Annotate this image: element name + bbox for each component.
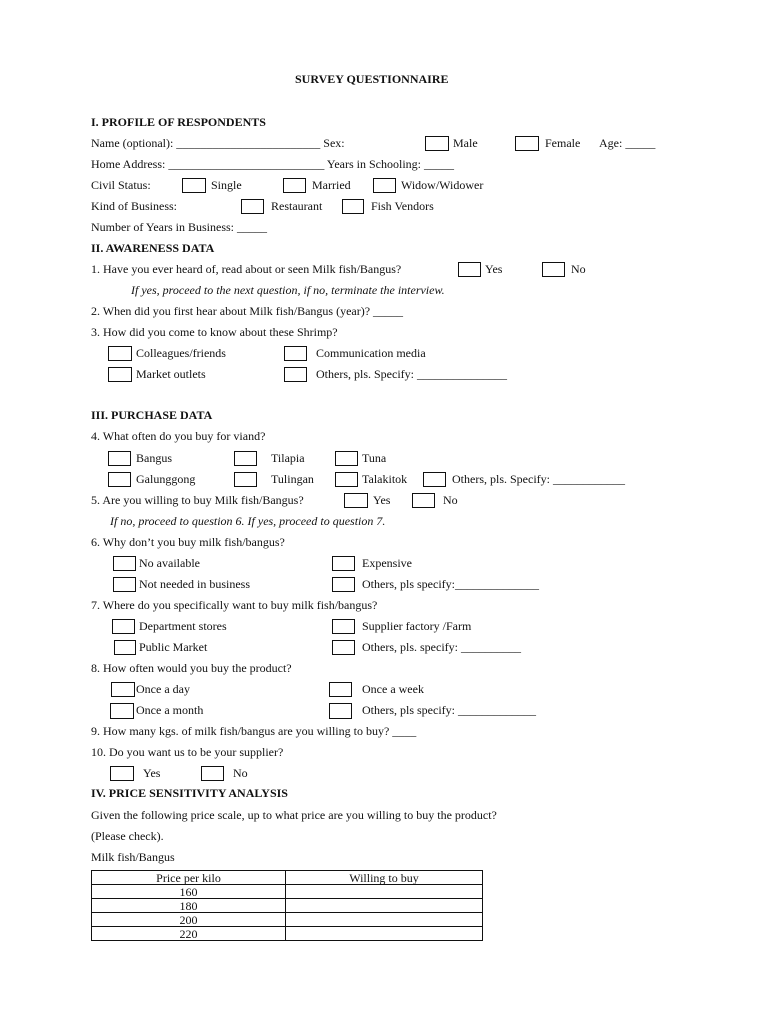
label-q8-month: Once a month bbox=[136, 703, 204, 717]
note-q5: If no, proceed to question 6. If yes, proceed to question 7. bbox=[110, 514, 386, 528]
checkbox-q1-no[interactable] bbox=[542, 262, 565, 277]
checkbox-female[interactable] bbox=[515, 136, 539, 151]
checkbox-q3-market[interactable] bbox=[108, 367, 132, 382]
checkbox-q8-others[interactable] bbox=[329, 703, 352, 719]
price-cell: 160 bbox=[92, 885, 286, 899]
question-3: 3. How did you come to know about these Shrimp? bbox=[91, 325, 338, 339]
checkbox-q4-tilapia[interactable] bbox=[234, 451, 257, 466]
price-table bbox=[91, 870, 483, 941]
section-heading-profile: I. PROFILE OF RESPONDENTS bbox=[91, 115, 266, 129]
home-address-label: Home Address: __________________________ Years in Schooling: _____ bbox=[91, 157, 454, 171]
question-10: 10. Do you want us to be your supplier? bbox=[91, 745, 284, 759]
table-row bbox=[92, 885, 483, 899]
question-9: 9. How many kgs. of milk fish/bangus are you willing to buy? ____ bbox=[91, 724, 417, 738]
question-2: 2. When did you first hear about Milk fish/Bangus (year)? _____ bbox=[91, 304, 404, 318]
checkbox-q4-others[interactable] bbox=[423, 472, 446, 487]
label-q4-talakitok: Talakitok bbox=[362, 472, 408, 486]
label-q10-yes: Yes bbox=[143, 766, 161, 780]
label-q4-tuna: Tuna bbox=[362, 451, 387, 465]
checkbox-q7-supplier[interactable] bbox=[332, 619, 355, 634]
column-header-willing: Willing to buy bbox=[286, 871, 483, 885]
years-in-business-label: Number of Years in Business: _____ bbox=[91, 220, 267, 234]
table-row bbox=[92, 927, 483, 941]
checkbox-q5-yes[interactable] bbox=[344, 493, 368, 508]
age-field: Age: _____ bbox=[599, 136, 656, 150]
label-q4-galunggong: Galunggong bbox=[136, 472, 196, 486]
checkbox-q4-tulingan[interactable] bbox=[234, 472, 257, 487]
checkbox-fish-vendors[interactable] bbox=[342, 199, 364, 214]
label-restaurant: Restaurant bbox=[271, 199, 323, 213]
label-single: Single bbox=[211, 178, 242, 192]
question-1: 1. Have you ever heard of, read about or seen Milk fish/Bangus? bbox=[91, 262, 402, 276]
label-q6-not-available: No available bbox=[139, 556, 200, 570]
checkbox-q3-others[interactable] bbox=[284, 367, 307, 382]
checkbox-q8-month[interactable] bbox=[110, 703, 134, 719]
checkbox-q3-media[interactable] bbox=[284, 346, 307, 361]
checkbox-q7-department[interactable] bbox=[112, 619, 135, 634]
label-fish-vendors: Fish Vendors bbox=[371, 199, 434, 213]
checkbox-q10-no[interactable] bbox=[201, 766, 224, 781]
label-male: Male bbox=[453, 136, 478, 150]
label-q3-others: Others, pls. Specify: _______________ bbox=[316, 367, 507, 381]
checkbox-q6-expensive[interactable] bbox=[332, 556, 355, 571]
table-header-row bbox=[92, 871, 483, 885]
table-row bbox=[92, 913, 483, 927]
column-header-price: Price per kilo bbox=[92, 871, 286, 885]
price-please-check: (Please check). bbox=[91, 829, 164, 843]
checkbox-q4-galunggong[interactable] bbox=[108, 472, 131, 487]
label-widow: Widow/Widower bbox=[401, 178, 484, 192]
willing-cell[interactable] bbox=[286, 899, 483, 913]
willing-cell[interactable] bbox=[286, 913, 483, 927]
label-q1-no: No bbox=[571, 262, 586, 276]
willing-cell[interactable] bbox=[286, 927, 483, 941]
price-product-name: Milk fish/Bangus bbox=[91, 850, 175, 864]
label-q5-no: No bbox=[443, 493, 458, 507]
willing-cell[interactable] bbox=[286, 885, 483, 899]
label-q8-day: Once a day bbox=[136, 682, 190, 696]
label-q6-expensive: Expensive bbox=[362, 556, 412, 570]
checkbox-q10-yes[interactable] bbox=[110, 766, 134, 781]
checkbox-q3-colleagues[interactable] bbox=[108, 346, 132, 361]
section-heading-purchase: III. PURCHASE DATA bbox=[91, 408, 213, 422]
label-q4-others: Others, pls. Specify: ____________ bbox=[452, 472, 625, 486]
checkbox-q7-public-market[interactable] bbox=[114, 640, 136, 655]
price-cell: 180 bbox=[92, 899, 286, 913]
checkbox-q4-bangus[interactable] bbox=[108, 451, 131, 466]
name-sex-label: Name (optional): ________________________ Sex: bbox=[91, 136, 345, 150]
section-heading-awareness: II. AWARENESS DATA bbox=[91, 241, 215, 255]
question-8: 8. How often would you buy the product? bbox=[91, 661, 292, 675]
page-title: SURVEY QUESTIONNAIRE bbox=[295, 72, 449, 86]
kind-of-business-label: Kind of Business: bbox=[91, 199, 178, 213]
checkbox-q4-talakitok[interactable] bbox=[335, 472, 358, 487]
label-q7-public-market: Public Market bbox=[139, 640, 208, 654]
checkbox-male[interactable] bbox=[425, 136, 449, 151]
label-female: Female bbox=[545, 136, 581, 150]
label-q10-no: No bbox=[233, 766, 248, 780]
label-q4-tulingan: Tulingan bbox=[271, 472, 314, 486]
checkbox-q1-yes[interactable] bbox=[458, 262, 481, 277]
label-q3-colleagues: Colleagues/friends bbox=[136, 346, 226, 360]
label-q8-others: Others, pls specify: _____________ bbox=[362, 703, 536, 717]
question-6: 6. Why don’t you buy milk fish/bangus? bbox=[91, 535, 285, 549]
question-5: 5. Are you willing to buy Milk fish/Bangus? bbox=[91, 493, 304, 507]
label-q3-market: Market outlets bbox=[136, 367, 206, 381]
label-married: Married bbox=[312, 178, 351, 192]
checkbox-q6-not-available[interactable] bbox=[113, 556, 136, 571]
label-q4-bangus: Bangus bbox=[136, 451, 172, 465]
label-q5-yes: Yes bbox=[373, 493, 391, 507]
checkbox-q6-others[interactable] bbox=[332, 577, 355, 592]
checkbox-q7-others[interactable] bbox=[332, 640, 355, 655]
checkbox-single[interactable] bbox=[182, 178, 206, 193]
checkbox-q4-tuna[interactable] bbox=[335, 451, 358, 466]
label-q3-media: Communication media bbox=[316, 346, 426, 360]
checkbox-q6-not-needed[interactable] bbox=[113, 577, 136, 592]
checkbox-q8-week[interactable] bbox=[329, 682, 352, 697]
label-q4-tilapia: Tilapia bbox=[271, 451, 305, 465]
price-cell: 200 bbox=[92, 913, 286, 927]
label-q1-yes: Yes bbox=[485, 262, 503, 276]
note-q1: If yes, proceed to the next question, if no, terminate the interview. bbox=[131, 283, 445, 297]
civil-status-label: Civil Status: bbox=[91, 178, 151, 192]
label-q6-others: Others, pls specify:______________ bbox=[362, 577, 539, 591]
checkbox-q8-day[interactable] bbox=[111, 682, 135, 697]
label-q7-department: Department stores bbox=[139, 619, 227, 633]
price-instructions: Given the following price scale, up to what price are you willing to buy the product? bbox=[91, 808, 497, 822]
price-cell: 220 bbox=[92, 927, 286, 941]
question-4: 4. What often do you buy for viand? bbox=[91, 429, 266, 443]
checkbox-married[interactable] bbox=[283, 178, 306, 193]
label-q8-week: Once a week bbox=[362, 682, 424, 696]
label-q7-others: Others, pls. specify: __________ bbox=[362, 640, 521, 654]
checkbox-q5-no[interactable] bbox=[412, 493, 435, 508]
checkbox-widow[interactable] bbox=[373, 178, 396, 193]
table-row bbox=[92, 899, 483, 913]
label-q6-not-needed: Not needed in business bbox=[139, 577, 250, 591]
label-q7-supplier: Supplier factory /Farm bbox=[362, 619, 472, 633]
section-heading-price: IV. PRICE SENSITIVITY ANALYSIS bbox=[91, 786, 288, 800]
question-7: 7. Where do you specifically want to buy milk fish/bangus? bbox=[91, 598, 378, 612]
checkbox-restaurant[interactable] bbox=[241, 199, 264, 214]
